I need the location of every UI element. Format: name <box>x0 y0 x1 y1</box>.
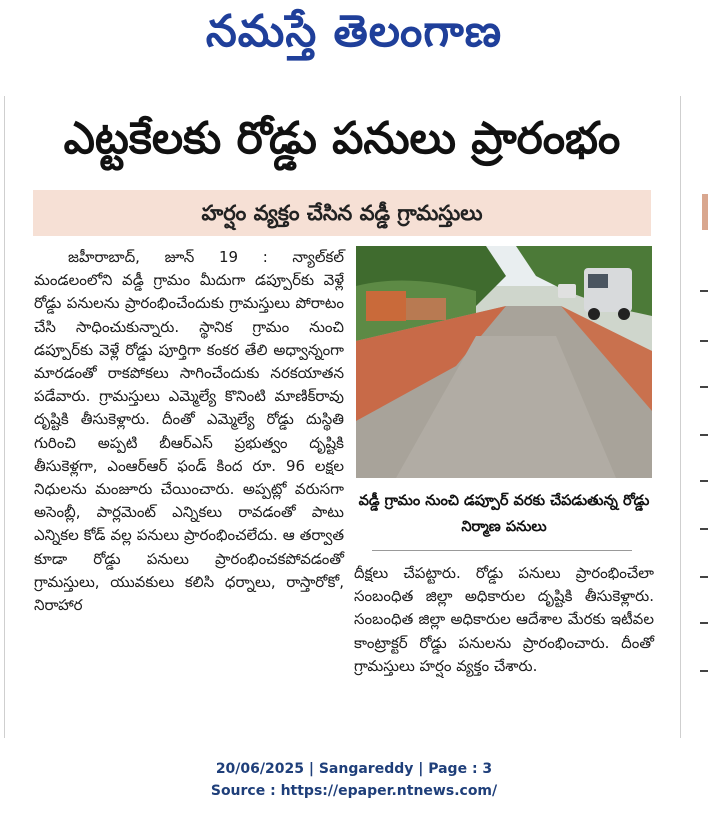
column-divider-left <box>4 96 5 738</box>
article-headline: ఎట్టకేలకు రోడ్డు పనులు ప్రారంభం <box>63 113 621 164</box>
article-body-left-column <box>34 246 344 617</box>
adjacent-article-edge <box>686 180 708 740</box>
newspaper-logo: నమస్తే తెలంగాణ <box>205 6 503 57</box>
photo-caption: వడ్డీ గ్రామం నుంచి డప్పూర్ వరకు చేపడుతున్న రోడ్డు నిర్మాణ పనులు <box>358 493 650 535</box>
page-footer <box>0 758 708 802</box>
article-photo <box>356 246 652 478</box>
edition-info: 20/06/2025 | Sangareddy | Page : 3 <box>215 761 493 777</box>
article-body-right-column <box>354 562 654 678</box>
article-subheadline: హర్షం వ్యక్తం చేసిన వడ్డీ గ్రామస్తులు <box>201 201 483 225</box>
body-paragraph-continued: దీక్షలు చేపట్టారు. రోడ్డు పనులు ప్రారంభించేలా సంబంధిత జిల్లా అధికారుల దృష్టికి తీసుకెళ్లారు. సంబంధిత జిల్లా అధికారుల ఆదేశాల మేరకు ఇటీవల కాంట్రాక్టర్ రోడ్డు పనులను ప్రారంభించారు. దీంతో గ్రామస్తులు హర్షం వ్యక్తం చేశారు. <box>354 564 654 675</box>
column-divider-right <box>680 96 681 738</box>
masthead <box>0 0 708 78</box>
body-paragraph: జహీరాబాద్, జూన్ 19 : న్యాల్‌కల్ మండలంలోని వడ్డీ గ్రామం మీదుగా డప్పూర్‌కు వెళ్లే రోడ్డు పనులను ప్రారంభించేందుకు గ్రామస్తులు పోరాటం చేసి సాధించుకున్నారు. స్థానిక గ్రామం నుంచి డప్పూర్‌కు వెళ్లే రోడ్డు పూర్తిగా కంకర తేలి అధ్వాన్నంగా మారడంతో రాకపోకలు సాగించేందుకు నరకయాతన పడేవారు. గ్రామస్తులు ఎమ్మెల్యే కొనింటి మాణిక్‌రావు దృష్టికి తీసుకెళ్లారు. దీంతో ఎమ్మెల్యే రోడ్డు దుస్థితి గురించి అప్పటి బీఆర్ఎస్ ప్రభుత్వం దృష్టికి తీసుకెళ్లగా, ఎంఆర్ఆర్ ఫండ్ కింద రూ. 96 లక్షల నిధులను మంజూరు చేయించారు. అప్పట్లో వరుసగా అసెంబ్లీ, పార్లమెంట్ ఎన్నికలు రావడంతో పాటు ఎన్నికల కోడ్ వల్ల పనులు ప్రారంభించలేదు. ఆ తర్వాత కూడా రోడ్డు పనులు ప్రారంభించకపోవడంతో గ్రామస్తులు, యువకులు కలిసి ధర్నాలు, రాస్తారోకో, నిరాహార <box>34 248 344 615</box>
caption-divider <box>372 550 632 551</box>
road-construction-photo <box>356 246 652 478</box>
source-link[interactable]: Source : https://epaper.ntnews.com/ <box>210 783 498 799</box>
